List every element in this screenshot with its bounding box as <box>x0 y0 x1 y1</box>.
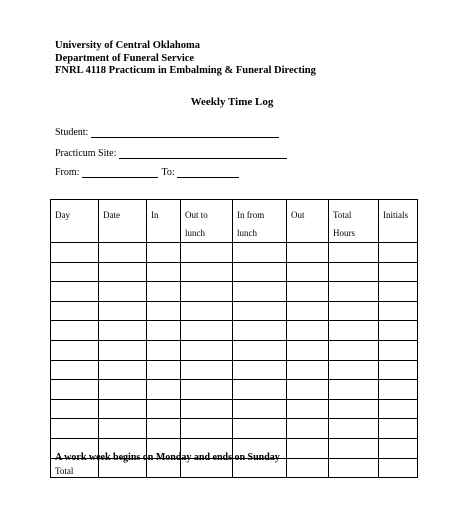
practicum-site-blank-line[interactable] <box>119 149 287 159</box>
table-cell[interactable] <box>181 243 233 263</box>
from-label: From: <box>55 167 80 178</box>
to-blank-line[interactable] <box>177 168 239 178</box>
column-header <box>287 200 329 243</box>
table-cell[interactable] <box>329 321 379 341</box>
table-row <box>51 340 418 360</box>
column-header <box>233 200 287 243</box>
table-cell[interactable] <box>99 262 147 282</box>
column-header-label: Initials <box>383 210 408 220</box>
to-label: To: <box>161 167 175 178</box>
table-cell[interactable] <box>147 419 181 439</box>
table-cell[interactable] <box>181 321 233 341</box>
table-cell[interactable] <box>379 399 418 419</box>
table-cell[interactable] <box>147 399 181 419</box>
table-cell[interactable] <box>51 399 99 419</box>
table-cell[interactable] <box>329 340 379 360</box>
table-cell[interactable] <box>99 340 147 360</box>
date-range-field[interactable] <box>55 167 239 178</box>
table-cell[interactable] <box>233 380 287 400</box>
table-row <box>51 419 418 439</box>
table-cell[interactable] <box>181 419 233 439</box>
document-title-row <box>0 96 474 108</box>
table-cell[interactable] <box>51 321 99 341</box>
column-header <box>181 200 233 243</box>
table-cell[interactable] <box>379 321 418 341</box>
table-cell[interactable] <box>329 282 379 302</box>
table-cell[interactable] <box>181 399 233 419</box>
student-field[interactable] <box>55 127 279 138</box>
table-cell[interactable] <box>233 419 287 439</box>
table-cell[interactable] <box>147 243 181 263</box>
column-header-label-line2: lunch <box>237 228 257 238</box>
table-cell[interactable] <box>329 399 379 419</box>
table-cell[interactable] <box>51 243 99 263</box>
table-cell[interactable] <box>329 262 379 282</box>
table-cell[interactable] <box>181 262 233 282</box>
table-cell[interactable] <box>287 419 329 439</box>
table-cell[interactable] <box>287 438 329 458</box>
table-cell[interactable] <box>181 360 233 380</box>
table-cell[interactable] <box>233 243 287 263</box>
table-cell[interactable] <box>287 399 329 419</box>
student-label: Student: <box>55 127 89 138</box>
practicum-site-label: Practicum Site: <box>55 148 117 159</box>
table-cell[interactable] <box>51 301 99 321</box>
table-cell[interactable] <box>287 360 329 380</box>
total-cell[interactable] <box>379 458 418 478</box>
table-cell[interactable] <box>329 301 379 321</box>
document-header <box>55 40 316 78</box>
table-cell[interactable] <box>287 262 329 282</box>
table-cell[interactable] <box>99 360 147 380</box>
column-header-label: Total <box>333 210 352 220</box>
table-cell[interactable] <box>287 243 329 263</box>
table-cell[interactable] <box>51 282 99 302</box>
table-cell[interactable] <box>379 301 418 321</box>
table-row <box>51 321 418 341</box>
table-cell[interactable] <box>147 340 181 360</box>
student-blank-line[interactable] <box>91 128 279 138</box>
course-name: FNRL 4118 Practicum in Embalming & Funeral Directing <box>55 65 316 76</box>
work-week-note: A work week begins on Monday and ends on Sunday <box>55 452 280 463</box>
table-cell[interactable] <box>181 282 233 302</box>
university-name: University of Central Oklahoma <box>55 40 200 51</box>
table-cell[interactable] <box>379 340 418 360</box>
column-header-label: Day <box>55 210 70 220</box>
table-cell[interactable] <box>287 380 329 400</box>
table-body <box>51 243 418 478</box>
table-cell[interactable] <box>287 340 329 360</box>
total-label: Total <box>51 458 99 478</box>
table-cell[interactable] <box>181 301 233 321</box>
column-header <box>99 200 147 243</box>
table-cell[interactable] <box>379 438 418 458</box>
table-cell[interactable] <box>379 380 418 400</box>
table-cell[interactable] <box>287 321 329 341</box>
table-cell[interactable] <box>181 340 233 360</box>
table-cell[interactable] <box>147 262 181 282</box>
table-cell[interactable] <box>329 438 379 458</box>
table-cell[interactable] <box>99 243 147 263</box>
table-cell[interactable] <box>147 360 181 380</box>
table-cell[interactable] <box>147 301 181 321</box>
table-cell[interactable] <box>147 321 181 341</box>
total-cell[interactable] <box>287 458 329 478</box>
column-header-label: In <box>151 210 159 220</box>
department-name: Department of Funeral Service <box>55 52 195 64</box>
table-cell[interactable] <box>233 282 287 302</box>
table-cell[interactable] <box>329 380 379 400</box>
table-cell[interactable] <box>99 399 147 419</box>
table-cell[interactable] <box>287 301 329 321</box>
table-cell[interactable] <box>51 262 99 282</box>
from-blank-line[interactable] <box>82 168 158 178</box>
table-cell[interactable] <box>379 282 418 302</box>
column-header-label: Date <box>103 210 120 220</box>
table-cell[interactable] <box>233 399 287 419</box>
table-cell[interactable] <box>147 380 181 400</box>
table-row <box>51 282 418 302</box>
column-header-label: Out <box>291 210 305 220</box>
table-cell[interactable] <box>99 301 147 321</box>
document-title: Weekly Time Log <box>190 96 274 108</box>
table-cell[interactable] <box>379 243 418 263</box>
table-cell[interactable] <box>329 243 379 263</box>
total-cell[interactable] <box>329 458 379 478</box>
column-header <box>329 200 379 243</box>
table-cell[interactable] <box>329 360 379 380</box>
table-cell[interactable] <box>181 380 233 400</box>
time-log-table <box>50 199 418 478</box>
table-row <box>51 243 418 263</box>
table-cell[interactable] <box>233 262 287 282</box>
table-cell[interactable] <box>51 360 99 380</box>
table-cell[interactable] <box>51 340 99 360</box>
column-header <box>379 200 418 243</box>
table-row <box>51 262 418 282</box>
table-cell[interactable] <box>233 321 287 341</box>
table-header-row <box>51 200 418 243</box>
column-header-label: In from <box>237 210 265 220</box>
column-header <box>51 200 99 243</box>
table-cell[interactable] <box>233 360 287 380</box>
practicum-site-field[interactable] <box>55 148 287 159</box>
table-cell[interactable] <box>99 380 147 400</box>
table-cell[interactable] <box>379 360 418 380</box>
table-row <box>51 380 418 400</box>
table-row <box>51 399 418 419</box>
table-cell[interactable] <box>233 340 287 360</box>
table-cell[interactable] <box>51 380 99 400</box>
table-cell[interactable] <box>287 282 329 302</box>
column-header-label-line2: lunch <box>185 228 205 238</box>
table-cell[interactable] <box>379 262 418 282</box>
table-cell[interactable] <box>329 419 379 439</box>
column-header-label: Out to <box>185 210 208 220</box>
column-header-label-line2: Hours <box>333 228 355 238</box>
table-cell[interactable] <box>99 321 147 341</box>
table-cell[interactable] <box>147 282 181 302</box>
table-row <box>51 360 418 380</box>
table-cell[interactable] <box>379 419 418 439</box>
table-cell[interactable] <box>51 419 99 439</box>
table-cell[interactable] <box>99 419 147 439</box>
table-cell[interactable] <box>99 282 147 302</box>
table-row <box>51 301 418 321</box>
column-header <box>147 200 181 243</box>
table-cell[interactable] <box>233 301 287 321</box>
